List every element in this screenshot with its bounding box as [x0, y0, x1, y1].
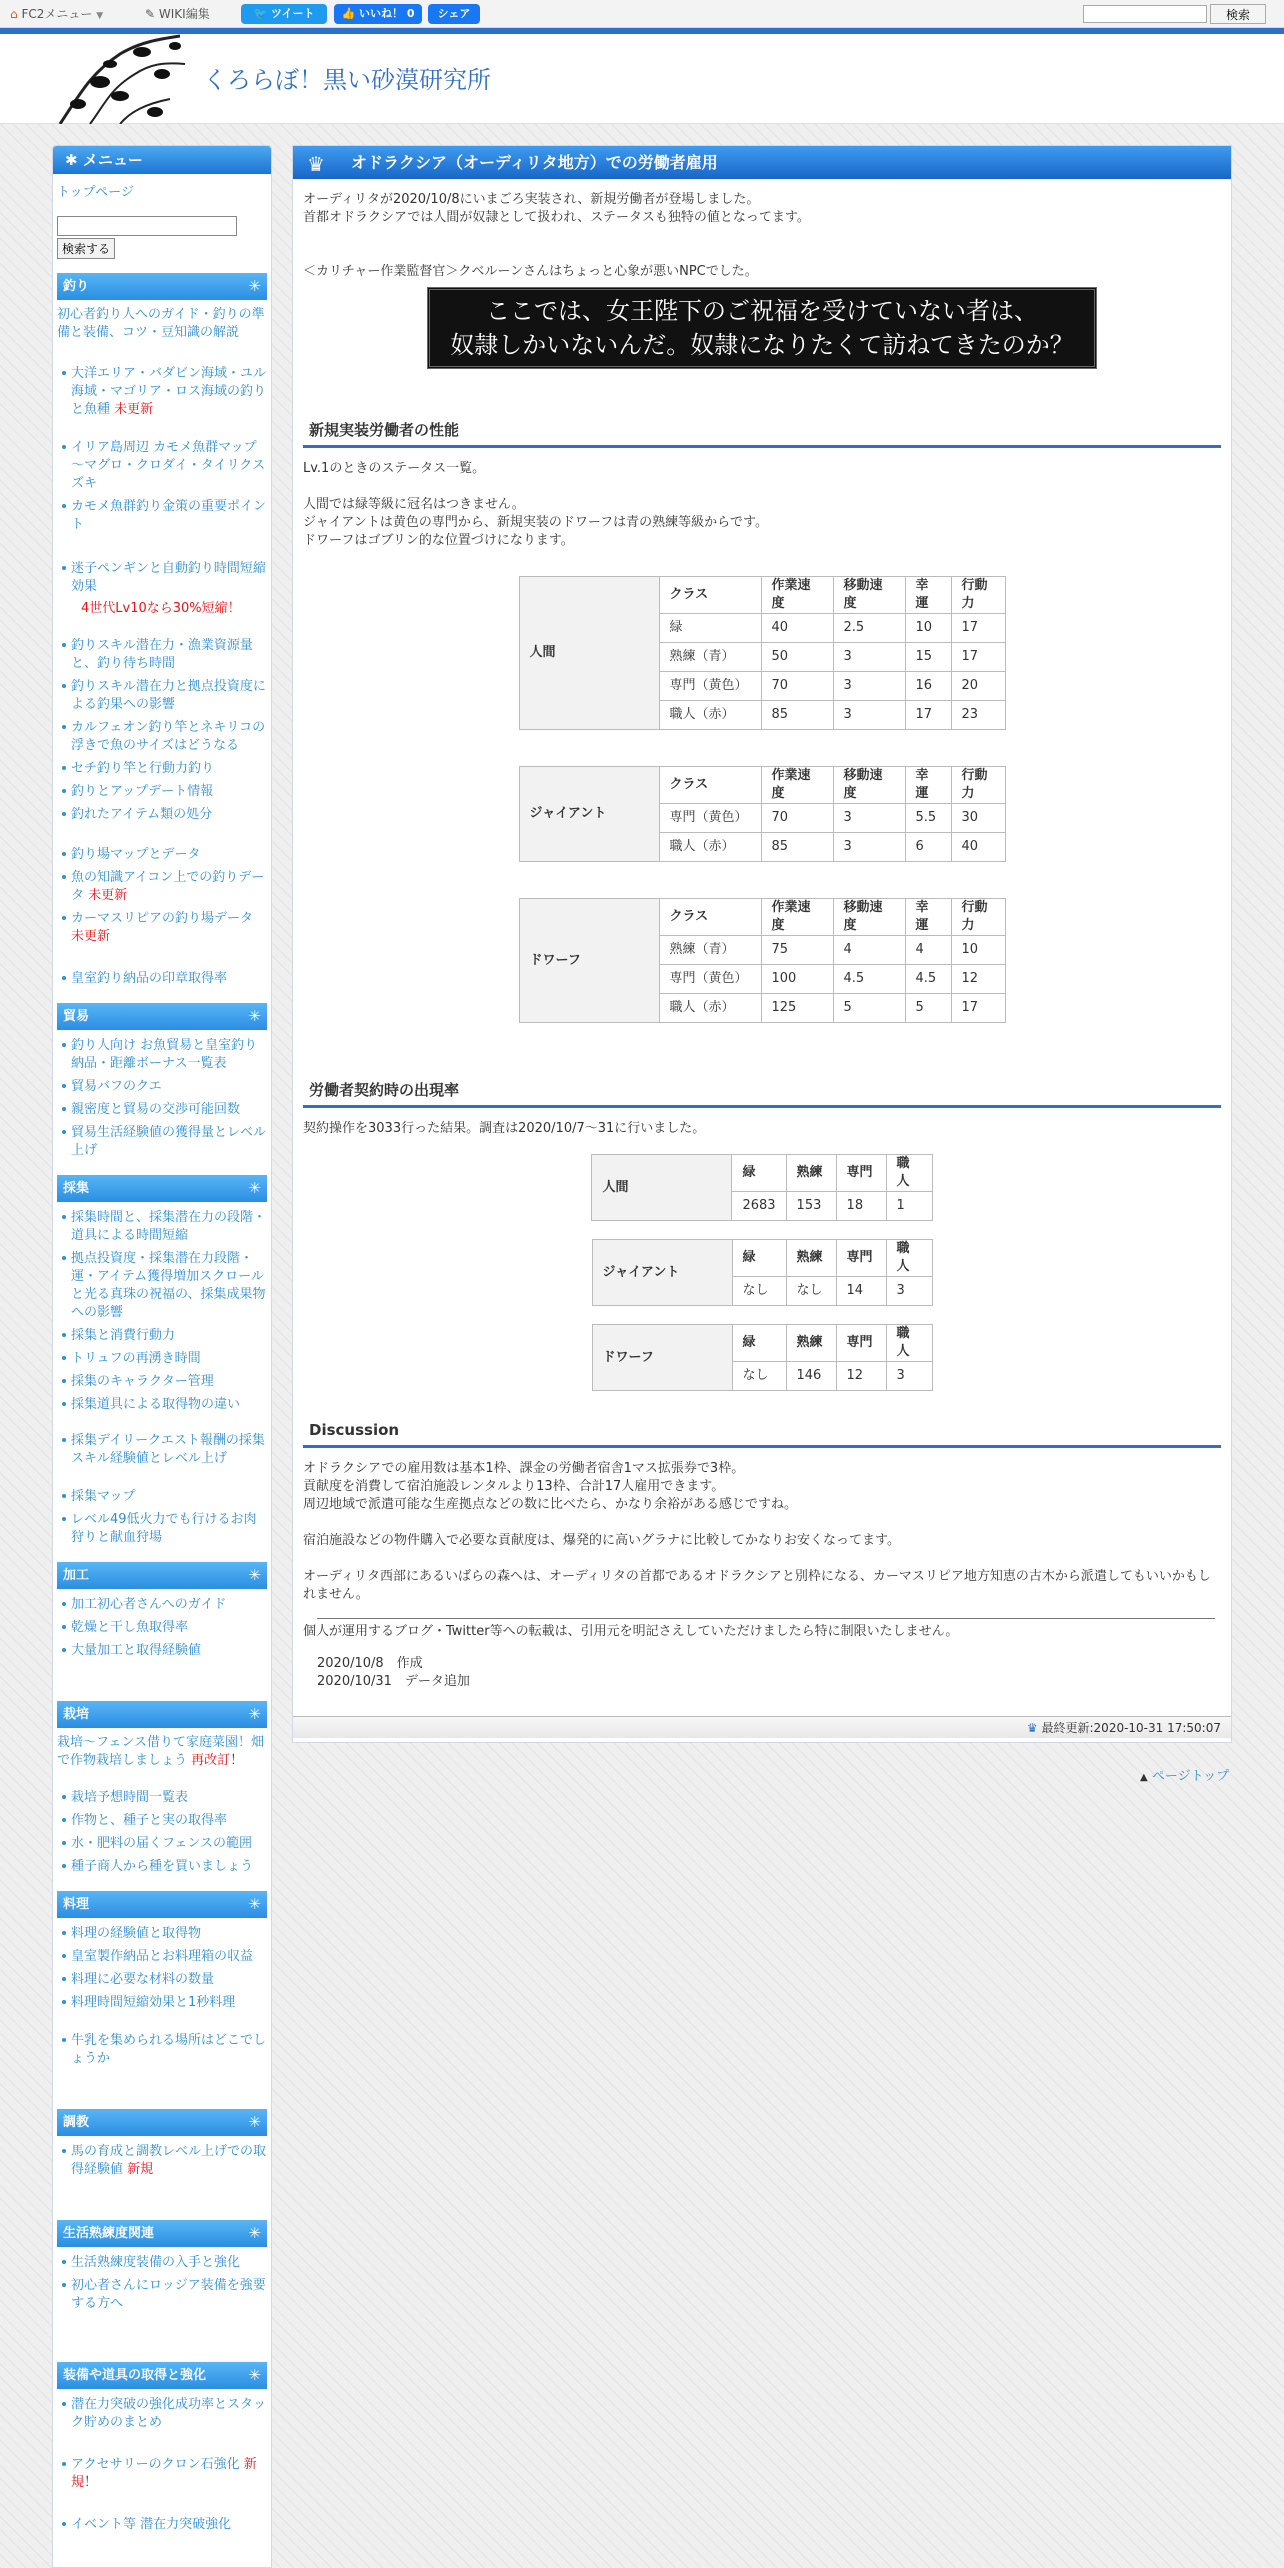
sidebar-link[interactable]: 釣りとアップデート情報 [71, 784, 214, 799]
sidebar-link[interactable]: カモメ魚群釣り金策の重要ポイント [71, 499, 267, 532]
paragraph: 周辺地域で派遣可能な生産拠点などの数に比べたら、かなり余裕がある感じですね。 [303, 1497, 798, 1512]
history-entry: 2020/10/8 作成 [317, 1656, 423, 1671]
article-header [293, 146, 1231, 179]
column-header: 緑 [732, 1325, 786, 1362]
cell: 6 [905, 833, 951, 862]
sidebar-link[interactable]: 牛乳を集められる場所はどこでしょうか [71, 2033, 267, 2066]
cell: 85 [761, 833, 833, 862]
cell: 専門（黄色） [659, 804, 761, 833]
sidebar-link[interactable]: イベント等 潜在力突破強化 [71, 2517, 232, 2532]
wiki-edit-link[interactable] [145, 4, 210, 24]
category-gathering [57, 1175, 267, 1202]
sidebar-link[interactable]: 拠点投資度・採集潜在力段階・運・アイテム獲得増加スクロールと光る真珠の祝福の、採集成果物への影響 [71, 1251, 266, 1320]
category-title: 調教 [63, 2115, 90, 2130]
cell: 30 [951, 804, 1005, 833]
sidebar-menu-header [53, 146, 271, 174]
category-farming [57, 1701, 267, 1728]
farming-guide-link[interactable]: 栽培～フェンス借りて家庭菜園！畑で作物栽培しましょう [57, 1735, 264, 1768]
cell: 12 [836, 1362, 886, 1391]
badge-revised: 再改訂 [191, 1753, 231, 1768]
site-title[interactable]: くろらぼ！黒い砂漠研究所 [203, 66, 491, 94]
twitter-icon: 🐦 [253, 7, 268, 20]
cell: 1 [886, 1192, 932, 1221]
badge-unupdated: 未更新 [71, 929, 111, 944]
race-name: ドワーフ [592, 1325, 732, 1391]
sidebar-link[interactable]: 初心者さんにロッジア装備を強要する方へ [71, 2278, 266, 2311]
cell: 4 [905, 936, 951, 965]
npc-quote-image [427, 287, 1097, 369]
rate-table-dwarf [592, 1324, 933, 1391]
category-cooking [57, 1891, 267, 1918]
paragraph: 契約操作を3033行った結果。調査は2020/10/7～31に行いました。 [303, 1121, 706, 1136]
arrow-up-icon: ▲ [1140, 1772, 1148, 1783]
sidebar-link[interactable]: 乾燥と干し魚取得率 [71, 1620, 189, 1635]
quote-line: 奴隷しかいないんだ。奴隷になりたくて訪ねてきたのか？ [450, 331, 1074, 359]
cell: 75 [761, 936, 833, 965]
cell: 14 [836, 1277, 886, 1306]
cell: 職人（赤） [659, 701, 761, 730]
column-header: 緑 [732, 1240, 786, 1277]
cell: なし [786, 1277, 836, 1306]
fishing-guide-link[interactable]: 初心者釣り人へのガイド・釣りの準備と装備、コツ・豆知識の解説 [57, 307, 265, 340]
category-trade [57, 1003, 267, 1030]
cell: 職人（赤） [659, 994, 761, 1023]
column-header: 行動力 [951, 899, 1005, 936]
category-title: 貿易 [63, 1009, 90, 1024]
section-heading-rate: 労働者契約時の出現率 [303, 1081, 1221, 1108]
category-training [57, 2109, 267, 2136]
cell: 10 [951, 936, 1005, 965]
sidebar-link[interactable]: 釣り場マップとデータ [71, 847, 201, 862]
column-header: クラス [659, 577, 761, 614]
sidebar-link[interactable]: トリュフの再湧き時間 [71, 1351, 201, 1366]
cell: 専門（黄色） [659, 672, 761, 701]
sidebar-link[interactable]: 馬の育成と調教レベル上げでの取得経験値 [71, 2144, 267, 2177]
section-heading-discussion: Discussion [303, 1421, 1221, 1448]
paragraph: Lv.1のときのステータス一覧。 [303, 461, 486, 476]
cell: 23 [951, 701, 1005, 730]
article-body [293, 179, 1231, 1691]
cell: 12 [951, 965, 1005, 994]
sparkle-icon: ✳ [248, 277, 261, 295]
fc2-menu-label: FC2メニュー [21, 7, 93, 21]
cell: 70 [761, 672, 833, 701]
crown-icon: ♛ [307, 152, 325, 176]
divider [317, 1618, 1215, 1619]
sparkle-icon: ✳ [248, 1179, 261, 1197]
cell: 3 [833, 804, 905, 833]
sidebar-link[interactable]: 料理に必要な材料の数量 [71, 1972, 215, 1987]
sidebar-link[interactable]: 釣りスキル潜在力と拠点投資度による釣果への影響 [71, 679, 266, 712]
sparkle-icon: ✳ [248, 1705, 261, 1723]
cell: 18 [836, 1192, 886, 1221]
sparkle-icon: ✳ [248, 1566, 261, 1584]
cell: 50 [761, 643, 833, 672]
sidebar-link[interactable]: レベル49低火力でも行けるお肉狩りと献血狩場 [71, 1512, 257, 1545]
column-header: 緑 [732, 1155, 786, 1192]
sidebar-link[interactable]: 潜在力突破の強化成功率とスタック貯めのまとめ [71, 2397, 267, 2430]
cell: 40 [761, 614, 833, 643]
site-header [0, 34, 1284, 124]
tweet-button[interactable] [241, 4, 327, 24]
sidebar-link[interactable]: 皇室釣り納品の印章取得率 [71, 971, 228, 986]
cell: 3 [833, 643, 905, 672]
column-header: 幸運 [905, 767, 951, 804]
cell: 100 [761, 965, 833, 994]
sidebar-menu-title: メニュー [82, 151, 143, 169]
sidebar-link[interactable]: 皇室製作納品とお料理箱の収益 [71, 1949, 254, 1964]
sidebar-link[interactable]: 釣れたアイテム類の処分 [71, 807, 213, 822]
paragraph: 宿泊施設などの物件購入で必要な貢献度は、爆発的に高いグラナに比較してかなりお安くなってます。 [303, 1533, 900, 1548]
paragraph: 個人が運用するブログ・Twitter等への転載は、引用元を明記さえしていただけましたら特に制限いたしません。 [303, 1624, 959, 1639]
column-header: 幸運 [905, 899, 951, 936]
rate-table-giant [592, 1239, 933, 1306]
cell: 専門（黄色） [659, 965, 761, 994]
category-title: 釣り [63, 279, 90, 294]
home-icon: ⌂ [10, 7, 18, 21]
cell: 17 [951, 614, 1005, 643]
cell: 17 [951, 994, 1005, 1023]
sidebar-link[interactable]: イリア島周辺 カモメ魚群マップ ～マグロ・クロダイ・タイリクスズキ [71, 440, 266, 491]
cell: 17 [905, 701, 951, 730]
cell: 85 [761, 701, 833, 730]
cell: 5 [833, 994, 905, 1023]
sidebar-link[interactable]: 採集マップ [71, 1489, 136, 1504]
category-title: 栽培 [63, 1707, 90, 1722]
cell: なし [732, 1277, 786, 1306]
like-label: いいね！ 0 [359, 7, 415, 20]
cell: なし [732, 1362, 786, 1391]
badge-unupdated: 未更新 [114, 402, 154, 417]
column-header: 行動力 [951, 577, 1005, 614]
column-header: 専門 [836, 1155, 886, 1192]
fc2-menu[interactable] [10, 4, 103, 24]
paragraph: ドワーフはゴブリン的な位置づけになります。 [303, 533, 574, 548]
section-heading-stats: 新規実装労働者の性能 [303, 421, 1221, 448]
paragraph: 人間では緑等級に冠名はつきません。 [303, 497, 525, 512]
category-title: 生活熟練度関連 [63, 2226, 155, 2241]
sidebar-link[interactable]: カルフェオン釣り竿とネキリコの浮きで魚のサイズはどうなる [71, 720, 266, 753]
cell: 4 [833, 936, 905, 965]
column-header: 熟練 [786, 1155, 836, 1192]
sparkle-icon: ✳ [248, 2224, 261, 2242]
column-header: 職人 [886, 1325, 932, 1362]
cell: 3 [833, 833, 905, 862]
cell: 16 [905, 672, 951, 701]
cell: 3 [833, 701, 905, 730]
cell: 10 [905, 614, 951, 643]
column-header: 専門 [836, 1240, 886, 1277]
paragraph: 首都オドラクシアでは人間が奴隷として扱われ、ステータスも独特の値となってます。 [303, 210, 810, 225]
cell: 17 [951, 643, 1005, 672]
sidebar [52, 145, 272, 2568]
cell: 3 [833, 672, 905, 701]
column-header: 幸運 [905, 577, 951, 614]
sidebar-link[interactable]: 料理の経験値と取得物 [71, 1926, 202, 1941]
column-header: 熟練 [786, 1325, 836, 1362]
sidebar-link[interactable]: カーマスリピアの釣り場データ [71, 911, 254, 926]
sidebar-link[interactable]: 貿易バフのクエ [71, 1079, 162, 1094]
sidebar-link[interactable]: 栽培予想時間一覧表 [71, 1790, 189, 1805]
paragraph: オドラクシアでの雇用数は基本1枠、課金の労働者宿舎1マス拡張券で3枠。 [303, 1461, 745, 1476]
cell: 緑 [659, 614, 761, 643]
column-header: 職人 [886, 1240, 932, 1277]
star-icon: ✱ [65, 151, 78, 169]
sidebar-link[interactable]: 釣り人向け お魚貿易と皇室釣り納品・距離ボーナス一覧表 [71, 1038, 258, 1071]
badge-new: 新規 [127, 2162, 154, 2177]
last-updated: 最終更新:2020-10-31 17:50:07 [1041, 1721, 1221, 1735]
sidebar-search-input[interactable] [57, 216, 237, 236]
category-title: 加工 [63, 1568, 90, 1583]
exclamation-text: ！ [230, 1753, 244, 1768]
sparkle-icon: ✳ [248, 2113, 261, 2131]
sparkle-icon: ✳ [248, 2366, 261, 2384]
sidebar-link[interactable]: 採集道具による取得物の違い [71, 1397, 241, 1412]
sidebar-link[interactable]: 釣りスキル潜在力・漁業資源量と、釣り待ち時間 [71, 638, 253, 671]
page-top-link[interactable] [1140, 1768, 1229, 1786]
cell: 4.5 [905, 965, 951, 994]
sidebar-link[interactable]: 魚の知識アイコン上での釣りデータ [71, 870, 265, 903]
paragraph: 貢献度を消費して宿泊施設レンタルより13枠、合計17人雇用できます。 [303, 1479, 725, 1494]
share-button[interactable]: シェア [428, 4, 480, 24]
sidebar-link[interactable]: 水・肥料の届くフェンスの範囲 [71, 1836, 252, 1851]
cell: 3 [886, 1362, 932, 1391]
race-name: ジャイアント [519, 767, 659, 862]
fishing-note: 4世代Lv10なら30%短縮！ [81, 601, 241, 616]
cell: 3 [886, 1277, 932, 1306]
top-page-link[interactable]: トップページ [57, 185, 134, 200]
sidebar-link[interactable]: アクセサリーのクロン石強化 [71, 2457, 240, 2472]
article [292, 145, 1232, 1743]
sidebar-link[interactable]: 種子商人から種を買いましょう [71, 1859, 254, 1874]
crown-icon: ♛ [1026, 1721, 1038, 1735]
cell: 40 [951, 833, 1005, 862]
vine-decoration-icon [50, 34, 190, 124]
article-title[interactable]: オドラクシア（オーディリタ地方）での労働者雇用 [351, 153, 718, 172]
rate-table-human [591, 1154, 932, 1221]
race-name: 人間 [592, 1155, 732, 1221]
paragraph: オーディリタ西部にあるいばらの森へは、オーディリタの首都であるオドラクシアと別枠になる、カーマスリピア地方知恵の古木から派遣してもいいかもしれません。 [303, 1569, 1211, 1602]
cell: 5 [905, 994, 951, 1023]
sidebar-search-button[interactable]: 検索する [57, 238, 115, 259]
sidebar-link[interactable]: 料理時間短縮効果と1秒料理 [71, 1995, 236, 2010]
column-header: 行動力 [951, 767, 1005, 804]
cell: 職人（赤） [659, 833, 761, 862]
category-gear [57, 2362, 267, 2389]
sidebar-link[interactable]: 加工初心者さんへのガイド [71, 1597, 227, 1612]
stats-table-giant [519, 766, 1006, 862]
paragraph: ジャイアントは黄色の専門から、新規実装のドワーフは青の熟練等級からです。 [303, 515, 769, 530]
cell: 2683 [732, 1192, 786, 1221]
sidebar-link[interactable]: セチ釣り竿と行動力釣り [71, 761, 215, 776]
column-header: 作業速度 [761, 899, 833, 936]
stats-table-dwarf [519, 898, 1006, 1023]
cell: 153 [786, 1192, 836, 1221]
cell: 146 [786, 1362, 836, 1391]
exclamation-text: ！ [84, 2475, 98, 2490]
column-header: 職人 [886, 1155, 932, 1192]
column-header: 熟練 [786, 1240, 836, 1277]
search-input[interactable] [1083, 5, 1207, 23]
column-header: 作業速度 [761, 767, 833, 804]
cell: 70 [761, 804, 833, 833]
sidebar-link[interactable]: 生活熟練度装備の入手と強化 [71, 2255, 241, 2270]
badge-unupdated: 未更新 [88, 888, 128, 903]
sidebar-link[interactable]: 作物と、種子と実の取得率 [71, 1813, 228, 1828]
paragraph: オーディリタが2020/10/8にいまごろ実装され、新規労働者が登場しました。 [303, 192, 760, 207]
paragraph: ＜カリチャー作業監督官＞クベルーンさんはちょっと心象が悪いNPCでした。 [303, 264, 758, 279]
cell: 2.5 [833, 614, 905, 643]
wiki-edit-label: WIKI編集 [158, 7, 210, 21]
cell: 5.5 [905, 804, 951, 833]
category-fishing [57, 273, 267, 300]
race-name: ドワーフ [519, 899, 659, 1023]
category-title: 採集 [63, 1181, 90, 1196]
cell: 4.5 [833, 965, 905, 994]
category-title: 装備や道具の取得と強化 [63, 2368, 207, 2383]
like-button[interactable] [334, 4, 422, 24]
category-life-skill [57, 2220, 267, 2247]
race-name: ジャイアント [592, 1240, 732, 1306]
cell: 20 [951, 672, 1005, 701]
stats-table-human [519, 576, 1006, 730]
sidebar-link[interactable]: 採集デイリークエスト報酬の採集スキル経験値とレベル上げ [71, 1433, 265, 1466]
tweet-label: ツイート [271, 7, 315, 20]
quote-line: ここでは、女王陛下のご祝福を受けていない者は、 [486, 297, 1038, 325]
fc2-toolbar [0, 0, 1284, 28]
sparkle-icon: ✳ [248, 1895, 261, 1913]
cell: 熟練（青） [659, 643, 761, 672]
sidebar-link[interactable]: 採集時間と、採集潜在力の段階・道具による時間短縮 [71, 1210, 267, 1243]
column-header: 移動速度 [833, 767, 905, 804]
sidebar-link[interactable]: 迷子ペンギンと自動釣り時間短縮効果 [71, 561, 266, 594]
edit-icon: ✎ [145, 7, 156, 21]
search-button[interactable]: 検索 [1210, 4, 1266, 24]
column-header: クラス [659, 767, 761, 804]
column-header: 作業速度 [761, 577, 833, 614]
thumbs-up-icon: 👍 [341, 7, 356, 20]
chevron-down-icon: ▼ [96, 11, 104, 21]
category-processing [57, 1562, 267, 1589]
cell: 125 [761, 994, 833, 1023]
sidebar-link[interactable]: 大量加工と取得経験値 [71, 1643, 202, 1658]
column-header: 移動速度 [833, 899, 905, 936]
cell: 熟練（青） [659, 936, 761, 965]
column-header: 移動速度 [833, 577, 905, 614]
cell: 15 [905, 643, 951, 672]
article-footer [293, 1716, 1231, 1738]
sparkle-icon: ✳ [248, 1007, 261, 1025]
sidebar-link[interactable]: 採集と消費行動力 [71, 1328, 176, 1343]
history-entry: 2020/10/31 データ追加 [317, 1674, 470, 1689]
column-header: クラス [659, 899, 761, 936]
sidebar-link[interactable]: 採集のキャラクター管理 [71, 1374, 214, 1389]
column-header: 専門 [836, 1325, 886, 1362]
badge-new: 新規 [71, 2457, 257, 2490]
sidebar-link[interactable]: 親密度と貿易の交渉可能回数 [71, 1102, 241, 1117]
race-name: 人間 [519, 577, 659, 730]
page-top-label: ページトップ [1151, 1769, 1230, 1784]
sidebar-link[interactable]: 大洋エリア・バダビン海域・ユル海域・マゴリア・ロス海域の釣りと魚種 [71, 366, 267, 417]
category-title: 料理 [63, 1897, 90, 1912]
sidebar-link[interactable]: 貿易生活経験値の獲得量とレベル上げ [71, 1125, 267, 1158]
